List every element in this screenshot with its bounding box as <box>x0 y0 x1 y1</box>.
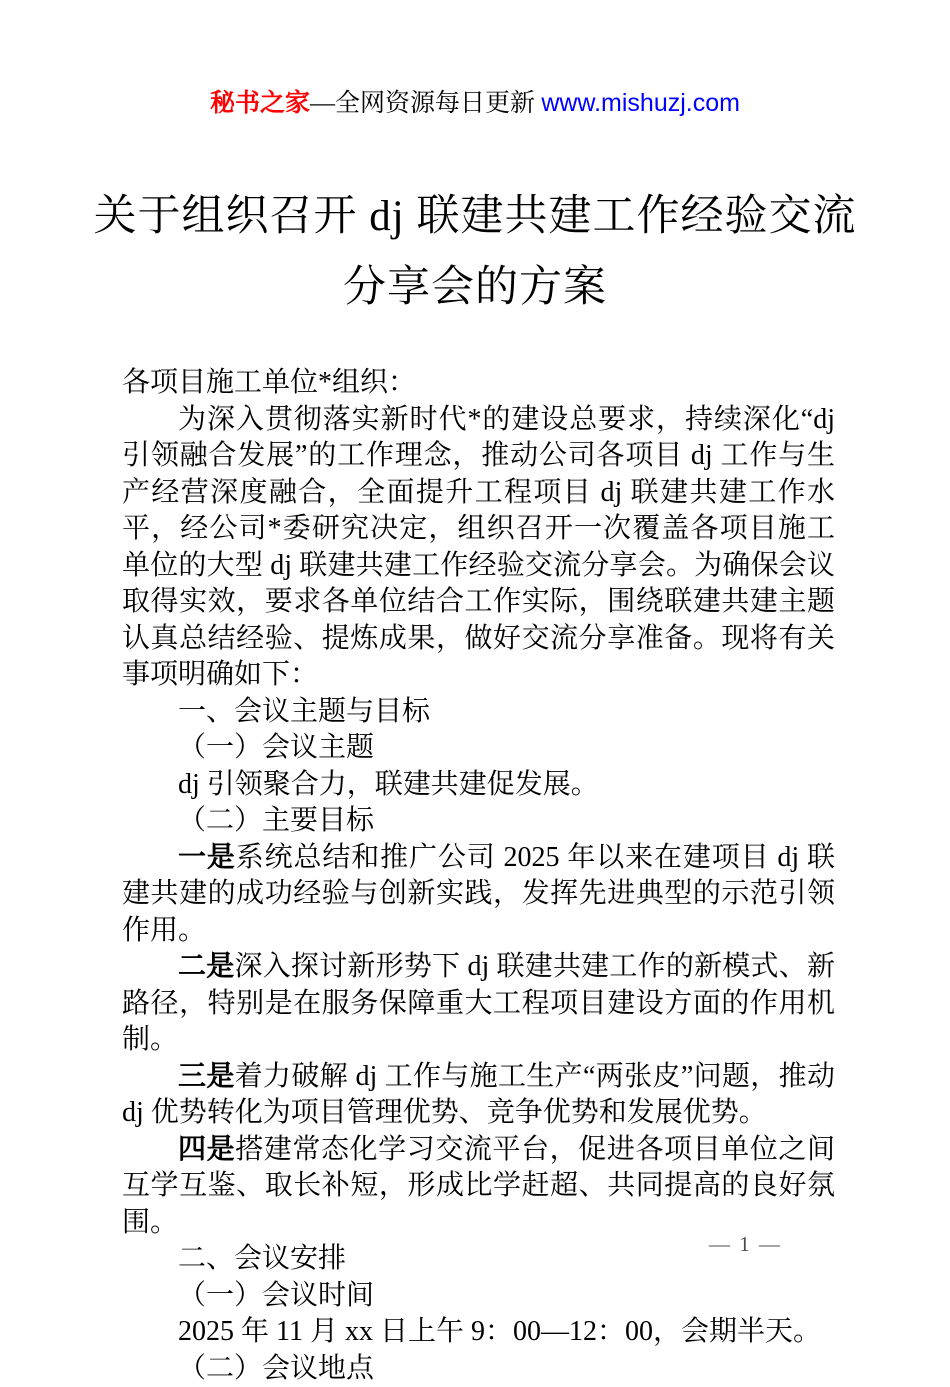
document-title-line-1: 关于组织召开 dj 联建共建工作经验交流 <box>0 181 950 252</box>
paragraph-text: 各项目施工单位*组织： <box>122 367 416 398</box>
goal-item-4 <box>122 1132 835 1242</box>
paragraph-text: dj 引领聚合力，联建共建促发展。 <box>178 769 599 800</box>
paragraph-text: 一、会议主题与目标 <box>178 696 430 727</box>
site-header <box>0 0 950 119</box>
paragraph-text: 着力破解 dj 工作与施工生产“两张皮”问题，推动 dj 优势转化为项目管理优势、竞争优势和发展优势。 <box>122 1061 835 1129</box>
goal-item-3 <box>122 1059 835 1132</box>
meeting-time <box>122 1314 835 1351</box>
subsection-heading-2-1 <box>122 1278 835 1315</box>
page-number: — 1 — <box>709 1232 782 1256</box>
paragraph-text: （二）会议地点 <box>178 1353 374 1384</box>
paragraph-text: 为深入贯彻落实新时代*的建设总要求，持续深化“dj 引领融合发展”的工作理念，推动公司各项目 dj 工作与生产经营深度融合，全面提升工程项目 dj 联建共建工作水平，经公司*委研究决定，组织召开一次覆盖各项目施工单位的大型 dj 联建共建工作经验交流分享会。为确保会议取得实效，要求各单位结合工作实际，围绕联建共建主题认真总结经验、提炼成果，做好交流分享准备。现将有关事项明确如下： <box>122 404 835 691</box>
section-heading-1 <box>122 694 835 731</box>
paragraph-text: （一）会议主题 <box>178 732 374 763</box>
paragraph-text: （二）主要目标 <box>178 805 374 836</box>
site-name: 秘书之家 <box>210 90 310 117</box>
site-tagline: —全网资源每日更新 <box>310 90 541 117</box>
page-footer <box>0 1232 950 1257</box>
paragraph-text: 系统总结和推广公司 2025 年以来在建项目 dj 联建共建的成功经验与创新实践，发挥先进典型的示范引领作用。 <box>122 842 835 946</box>
paragraph-text: 深入探讨新形势下 dj 联建共建工作的新模式、新路径，特别是在服务保障重大工程项目建设方面的作用机制。 <box>122 951 835 1055</box>
salutation <box>122 365 835 402</box>
bold-list-prefix: 二是 <box>178 951 234 982</box>
meeting-theme <box>122 767 835 804</box>
bold-list-prefix: 一是 <box>178 842 236 873</box>
goal-item-2 <box>122 949 835 1059</box>
paragraph-text: 搭建常态化学习交流平台，促进各项目单位之间互学互鉴、取长补短，形成比学赶超、共同提高的良好氛围。 <box>122 1134 835 1238</box>
subsection-heading-2-2 <box>122 1351 835 1387</box>
document-title <box>0 181 950 323</box>
paragraph-text: （一）会议时间 <box>178 1280 374 1311</box>
subsection-heading-1-2 <box>122 803 835 840</box>
subsection-heading-1-1 <box>122 730 835 767</box>
bold-list-prefix: 三是 <box>178 1061 235 1092</box>
site-url-link[interactable]: www.mishuzj.com <box>541 89 740 117</box>
document-title-line-2: 分享会的方案 <box>0 252 950 323</box>
paragraph-text: 2025 年 11 月 xx 日上午 9：00—12：00，会期半天。 <box>178 1316 821 1347</box>
goal-item-1 <box>122 840 835 950</box>
bold-list-prefix: 四是 <box>178 1134 235 1165</box>
paragraph-text: 二、会议安排 <box>178 1243 346 1274</box>
intro-paragraph <box>122 402 835 694</box>
